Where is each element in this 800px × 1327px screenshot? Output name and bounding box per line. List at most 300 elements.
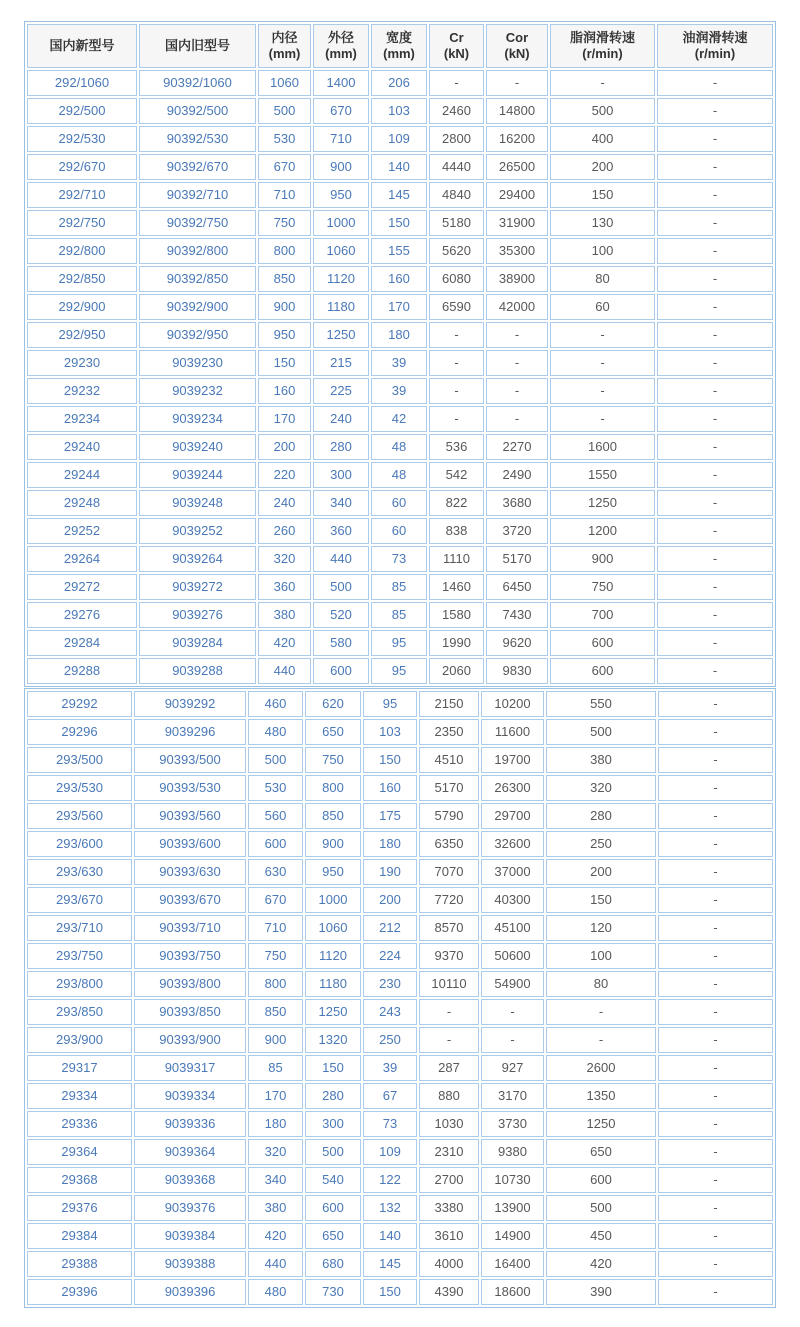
table-row — [27, 1167, 773, 1193]
table-cell: 5620 — [429, 238, 484, 264]
table-cell: 180 — [371, 322, 427, 348]
model-new-cell: 293/500 — [27, 747, 132, 773]
table-cell: 42000 — [486, 294, 548, 320]
table-cell: 320 — [546, 775, 656, 801]
table-cell: 9039296 — [134, 719, 246, 745]
table-cell: 80 — [546, 971, 656, 997]
table-cell: 3720 — [486, 518, 548, 544]
table-cell: 35300 — [486, 238, 548, 264]
column-header-line1: Cr — [449, 30, 464, 45]
table-cell: 150 — [305, 1055, 361, 1081]
table-cell: 200 — [546, 859, 656, 885]
model-new-cell: 293/530 — [27, 775, 132, 801]
table-cell: 90393/500 — [134, 747, 246, 773]
table-cell: - — [658, 831, 773, 857]
table-cell: - — [657, 602, 773, 628]
table-cell: 630 — [248, 859, 303, 885]
table-cell: 710 — [258, 182, 311, 208]
table-cell: 90392/950 — [139, 322, 256, 348]
column-header-line2: (mm) — [325, 46, 357, 61]
table-cell: 240 — [258, 490, 311, 516]
table-row — [27, 658, 773, 684]
table-cell: 95 — [371, 630, 427, 656]
table-cell: 7720 — [419, 887, 479, 913]
model-new-cell: 293/800 — [27, 971, 132, 997]
table-cell: 1180 — [305, 971, 361, 997]
table-cell: 1600 — [550, 434, 655, 460]
column-header-6 — [429, 24, 484, 68]
table-cell: 9039388 — [134, 1251, 246, 1277]
table-cell: 16200 — [486, 126, 548, 152]
table-cell: - — [657, 658, 773, 684]
table-cell: - — [658, 1279, 773, 1305]
table-row — [27, 915, 773, 941]
table-cell: 900 — [258, 294, 311, 320]
table-row — [27, 943, 773, 969]
table-cell: 122 — [363, 1167, 417, 1193]
table-cell: 243 — [363, 999, 417, 1025]
table-header-row — [27, 24, 773, 68]
table-cell: - — [657, 574, 773, 600]
table-cell: 650 — [305, 1223, 361, 1249]
table-cell: 360 — [258, 574, 311, 600]
table-cell: - — [658, 943, 773, 969]
table-row — [27, 1027, 773, 1053]
table-cell: 750 — [550, 574, 655, 600]
table-cell: 150 — [371, 210, 427, 236]
table-cell: 14900 — [481, 1223, 544, 1249]
table-header — [27, 24, 773, 68]
table-cell: 880 — [419, 1083, 479, 1109]
table-cell: 90393/900 — [134, 1027, 246, 1053]
table-cell: 9039240 — [139, 434, 256, 460]
table-row — [27, 322, 773, 348]
table-cell: - — [658, 1139, 773, 1165]
table-cell: 45100 — [481, 915, 544, 941]
table-cell: - — [658, 803, 773, 829]
table-cell: 4840 — [429, 182, 484, 208]
table-cell: 480 — [248, 1279, 303, 1305]
table-cell: 150 — [550, 182, 655, 208]
table-cell: 160 — [371, 266, 427, 292]
model-new-cell: 29376 — [27, 1195, 132, 1221]
table-row — [27, 154, 773, 180]
table-cell: 155 — [371, 238, 427, 264]
table-cell: 540 — [305, 1167, 361, 1193]
table-row — [27, 1139, 773, 1165]
model-new-cell: 29244 — [27, 462, 137, 488]
table-cell: 950 — [313, 182, 369, 208]
table-cell: - — [658, 747, 773, 773]
table-cell: 800 — [305, 775, 361, 801]
table-cell: 680 — [305, 1251, 361, 1277]
table-cell: 950 — [305, 859, 361, 885]
table-cell: 85 — [371, 574, 427, 600]
table-cell: 9039396 — [134, 1279, 246, 1305]
table-cell: 9039272 — [139, 574, 256, 600]
table-cell: 6080 — [429, 266, 484, 292]
table-cell: 600 — [248, 831, 303, 857]
table-cell: 230 — [363, 971, 417, 997]
table-cell: - — [657, 294, 773, 320]
table-cell: 850 — [305, 803, 361, 829]
model-new-cell: 29334 — [27, 1083, 132, 1109]
table-cell: 73 — [363, 1111, 417, 1137]
model-new-cell: 292/750 — [27, 210, 137, 236]
model-new-cell: 293/670 — [27, 887, 132, 913]
table-cell: - — [658, 999, 773, 1025]
table-cell: 750 — [248, 943, 303, 969]
model-new-cell: 292/670 — [27, 154, 137, 180]
table-cell: 206 — [371, 70, 427, 96]
model-new-cell: 29388 — [27, 1251, 132, 1277]
table-cell: 9039364 — [134, 1139, 246, 1165]
table-cell: 900 — [550, 546, 655, 572]
table-cell: 145 — [371, 182, 427, 208]
table-cell: 90393/800 — [134, 971, 246, 997]
table-cell: 6450 — [486, 574, 548, 600]
table-cell: 1250 — [305, 999, 361, 1025]
table-cell: 420 — [248, 1223, 303, 1249]
table-cell: 500 — [313, 574, 369, 600]
table-cell: 500 — [546, 719, 656, 745]
table-cell: 140 — [371, 154, 427, 180]
table-cell: 4390 — [419, 1279, 479, 1305]
model-new-cell: 29336 — [27, 1111, 132, 1137]
table-cell: 440 — [313, 546, 369, 572]
table-cell: 130 — [550, 210, 655, 236]
table-cell: 67 — [363, 1083, 417, 1109]
table-cell: - — [657, 546, 773, 572]
column-header-line2: (r/min) — [582, 46, 623, 61]
table-cell: 42 — [371, 406, 427, 432]
table-cell: 2310 — [419, 1139, 479, 1165]
table-cell: - — [429, 378, 484, 404]
table-cell: 103 — [363, 719, 417, 745]
model-new-cell: 29292 — [27, 691, 132, 717]
table-cell: 19700 — [481, 747, 544, 773]
table-cell: 145 — [363, 1251, 417, 1277]
table-row — [27, 182, 773, 208]
table-cell: 480 — [248, 719, 303, 745]
table-cell: 40300 — [481, 887, 544, 913]
column-header-line1: 国内新型号 — [49, 38, 115, 53]
model-new-cell: 293/900 — [27, 1027, 132, 1053]
table-cell: - — [658, 1223, 773, 1249]
table-cell: 90392/670 — [139, 154, 256, 180]
table-cell: 280 — [305, 1083, 361, 1109]
table-cell: - — [481, 1027, 544, 1053]
table-cell: 600 — [305, 1195, 361, 1221]
table-cell: 1320 — [305, 1027, 361, 1053]
table-cell: 1460 — [429, 574, 484, 600]
table-cell: 48 — [371, 462, 427, 488]
table-cell: 5790 — [419, 803, 479, 829]
table-cell: - — [657, 434, 773, 460]
table-cell: 9620 — [486, 630, 548, 656]
column-header-line1: Cor — [505, 30, 529, 45]
table-cell: 800 — [248, 971, 303, 997]
table-cell: 80 — [550, 266, 655, 292]
table-cell: 250 — [546, 831, 656, 857]
table-cell: 2490 — [486, 462, 548, 488]
table-cell: - — [429, 322, 484, 348]
table-cell: 950 — [258, 322, 311, 348]
model-new-cell: 29284 — [27, 630, 137, 656]
table-row — [27, 630, 773, 656]
table-cell: 90393/850 — [134, 999, 246, 1025]
table-cell: 1550 — [550, 462, 655, 488]
table-row — [27, 126, 773, 152]
table-cell: 90392/850 — [139, 266, 256, 292]
table-cell: 9039248 — [139, 490, 256, 516]
table-cell: 9039376 — [134, 1195, 246, 1221]
table-cell: - — [657, 322, 773, 348]
table-cell: - — [657, 406, 773, 432]
table-cell: 140 — [363, 1223, 417, 1249]
table-cell: - — [657, 238, 773, 264]
model-new-cell: 29368 — [27, 1167, 132, 1193]
table-cell: 90392/900 — [139, 294, 256, 320]
model-new-cell: 29396 — [27, 1279, 132, 1305]
table-cell: 9830 — [486, 658, 548, 684]
table-cell: - — [657, 630, 773, 656]
table-cell: - — [657, 126, 773, 152]
table-cell: - — [429, 406, 484, 432]
table-cell: 3730 — [481, 1111, 544, 1137]
table-cell: 3380 — [419, 1195, 479, 1221]
table-cell: 200 — [363, 887, 417, 913]
table-cell: 927 — [481, 1055, 544, 1081]
table-cell: - — [658, 887, 773, 913]
table-cell: 1060 — [258, 70, 311, 96]
table-cell: - — [658, 1027, 773, 1053]
table-cell: 170 — [371, 294, 427, 320]
column-header-line2: (mm) — [383, 46, 415, 61]
table-cell: 9039288 — [139, 658, 256, 684]
table-cell: 1250 — [313, 322, 369, 348]
table-cell: 73 — [371, 546, 427, 572]
table-cell: 90392/1060 — [139, 70, 256, 96]
table-cell: 9039317 — [134, 1055, 246, 1081]
table-cell: - — [546, 1027, 656, 1053]
column-header-line1: 油润滑转速 — [682, 30, 748, 45]
table-cell: 11600 — [481, 719, 544, 745]
table-cell: 600 — [546, 1167, 656, 1193]
table-cell: 1200 — [550, 518, 655, 544]
table-cell: 109 — [363, 1139, 417, 1165]
model-new-cell: 29248 — [27, 490, 137, 516]
table-row — [27, 1055, 773, 1081]
table-cell: - — [486, 322, 548, 348]
table-cell: 320 — [248, 1139, 303, 1165]
table-cell: 360 — [313, 518, 369, 544]
table-row — [27, 999, 773, 1025]
table-cell: 440 — [258, 658, 311, 684]
table-cell: 31900 — [486, 210, 548, 236]
table-cell: - — [657, 266, 773, 292]
table-cell: 95 — [363, 691, 417, 717]
table-cell: 2060 — [429, 658, 484, 684]
table-cell: 37000 — [481, 859, 544, 885]
table-cell: 3680 — [486, 490, 548, 516]
table-cell: 1990 — [429, 630, 484, 656]
table-cell: 420 — [546, 1251, 656, 1277]
table-cell: - — [658, 1111, 773, 1137]
table-row — [27, 490, 773, 516]
table-cell: 109 — [371, 126, 427, 152]
table-cell: 150 — [363, 1279, 417, 1305]
table-cell: 3170 — [481, 1083, 544, 1109]
model-new-cell: 29264 — [27, 546, 137, 572]
table-cell: 1120 — [305, 943, 361, 969]
table-cell: 1060 — [313, 238, 369, 264]
table-row — [27, 1195, 773, 1221]
table-cell: 212 — [363, 915, 417, 941]
model-new-cell: 293/750 — [27, 943, 132, 969]
table-cell: - — [658, 915, 773, 941]
table-cell: 1000 — [305, 887, 361, 913]
table-cell: 9039292 — [134, 691, 246, 717]
model-new-cell: 29384 — [27, 1223, 132, 1249]
table-cell: 190 — [363, 859, 417, 885]
table-cell: 175 — [363, 803, 417, 829]
column-header-7 — [486, 24, 548, 68]
table-cell: 500 — [305, 1139, 361, 1165]
table-cell: 29400 — [486, 182, 548, 208]
table-cell: 530 — [258, 126, 311, 152]
table-cell: 280 — [546, 803, 656, 829]
table-cell: 150 — [258, 350, 311, 376]
table-cell: 2270 — [486, 434, 548, 460]
table-cell: 1060 — [305, 915, 361, 941]
table-cell: 54900 — [481, 971, 544, 997]
table-cell: 18600 — [481, 1279, 544, 1305]
table-cell: 710 — [248, 915, 303, 941]
table-row — [27, 1111, 773, 1137]
bearing-spec-table-upper — [24, 21, 776, 687]
table-cell: - — [657, 70, 773, 96]
table-row — [27, 775, 773, 801]
table-cell: 650 — [305, 719, 361, 745]
table-cell: 536 — [429, 434, 484, 460]
table-cell: 26500 — [486, 154, 548, 180]
table-cell: - — [657, 518, 773, 544]
table-cell: - — [657, 462, 773, 488]
table-cell: 822 — [429, 490, 484, 516]
table-cell: 320 — [258, 546, 311, 572]
table-row — [27, 1251, 773, 1277]
table-cell: - — [658, 859, 773, 885]
table-row — [27, 719, 773, 745]
table-cell: - — [658, 691, 773, 717]
table-cell: 1250 — [550, 490, 655, 516]
table-cell: - — [429, 350, 484, 376]
table-row — [27, 971, 773, 997]
table-cell: - — [658, 1055, 773, 1081]
table-cell: 9039234 — [139, 406, 256, 432]
table-cell: 5170 — [419, 775, 479, 801]
table-cell: 500 — [546, 1195, 656, 1221]
table-cell: 10200 — [481, 691, 544, 717]
table-cell: 620 — [305, 691, 361, 717]
table-cell: 900 — [248, 1027, 303, 1053]
table-cell: 9380 — [481, 1139, 544, 1165]
model-new-cell: 29240 — [27, 434, 137, 460]
model-new-cell: 292/710 — [27, 182, 137, 208]
table-cell: 850 — [248, 999, 303, 1025]
model-new-cell: 293/630 — [27, 859, 132, 885]
table-cell: 6350 — [419, 831, 479, 857]
column-header-4 — [313, 24, 369, 68]
table-row — [27, 859, 773, 885]
table-cell: 132 — [363, 1195, 417, 1221]
table-cell: 2150 — [419, 691, 479, 717]
table-cell: 240 — [313, 406, 369, 432]
table-cell: - — [546, 999, 656, 1025]
model-new-cell: 293/560 — [27, 803, 132, 829]
table-cell: 39 — [371, 350, 427, 376]
model-new-cell: 292/850 — [27, 266, 137, 292]
table-cell: 730 — [305, 1279, 361, 1305]
table-cell: 520 — [313, 602, 369, 628]
table-cell: 530 — [248, 775, 303, 801]
table-row — [27, 406, 773, 432]
table-cell: 39 — [363, 1055, 417, 1081]
table-cell: 900 — [313, 154, 369, 180]
table-cell: - — [657, 98, 773, 124]
table-cell: 170 — [248, 1083, 303, 1109]
table-cell: - — [657, 350, 773, 376]
table-cell: 390 — [546, 1279, 656, 1305]
table-cell: 670 — [248, 887, 303, 913]
table-cell: - — [657, 490, 773, 516]
model-new-cell: 292/950 — [27, 322, 137, 348]
table-row — [27, 574, 773, 600]
table-cell: 550 — [546, 691, 656, 717]
table-row — [27, 294, 773, 320]
table-cell: 60 — [550, 294, 655, 320]
table-cell: 4000 — [419, 1251, 479, 1277]
table-cell: - — [657, 154, 773, 180]
table-cell: 1350 — [546, 1083, 656, 1109]
table-cell: 29700 — [481, 803, 544, 829]
table-row — [27, 1083, 773, 1109]
table-cell: 5180 — [429, 210, 484, 236]
table-cell: - — [429, 70, 484, 96]
column-header-line1: 宽度 — [385, 30, 412, 45]
model-new-cell: 29232 — [27, 378, 137, 404]
column-header-2 — [139, 24, 256, 68]
table-cell: 38900 — [486, 266, 548, 292]
table-cell: 380 — [546, 747, 656, 773]
table-cell: - — [657, 182, 773, 208]
table-cell: - — [657, 210, 773, 236]
table-cell: 150 — [546, 887, 656, 913]
table-cell: 450 — [546, 1223, 656, 1249]
table-cell: 440 — [248, 1251, 303, 1277]
column-header-line2: (kN) — [443, 46, 470, 61]
table-cell: 850 — [258, 266, 311, 292]
table-cell: 100 — [550, 238, 655, 264]
table-cell: 14800 — [486, 98, 548, 124]
table-cell: 9039284 — [139, 630, 256, 656]
table-cell: 120 — [546, 915, 656, 941]
table-cell: 225 — [313, 378, 369, 404]
table-cell: - — [658, 1195, 773, 1221]
table-cell: 60 — [371, 518, 427, 544]
model-new-cell: 29234 — [27, 406, 137, 432]
